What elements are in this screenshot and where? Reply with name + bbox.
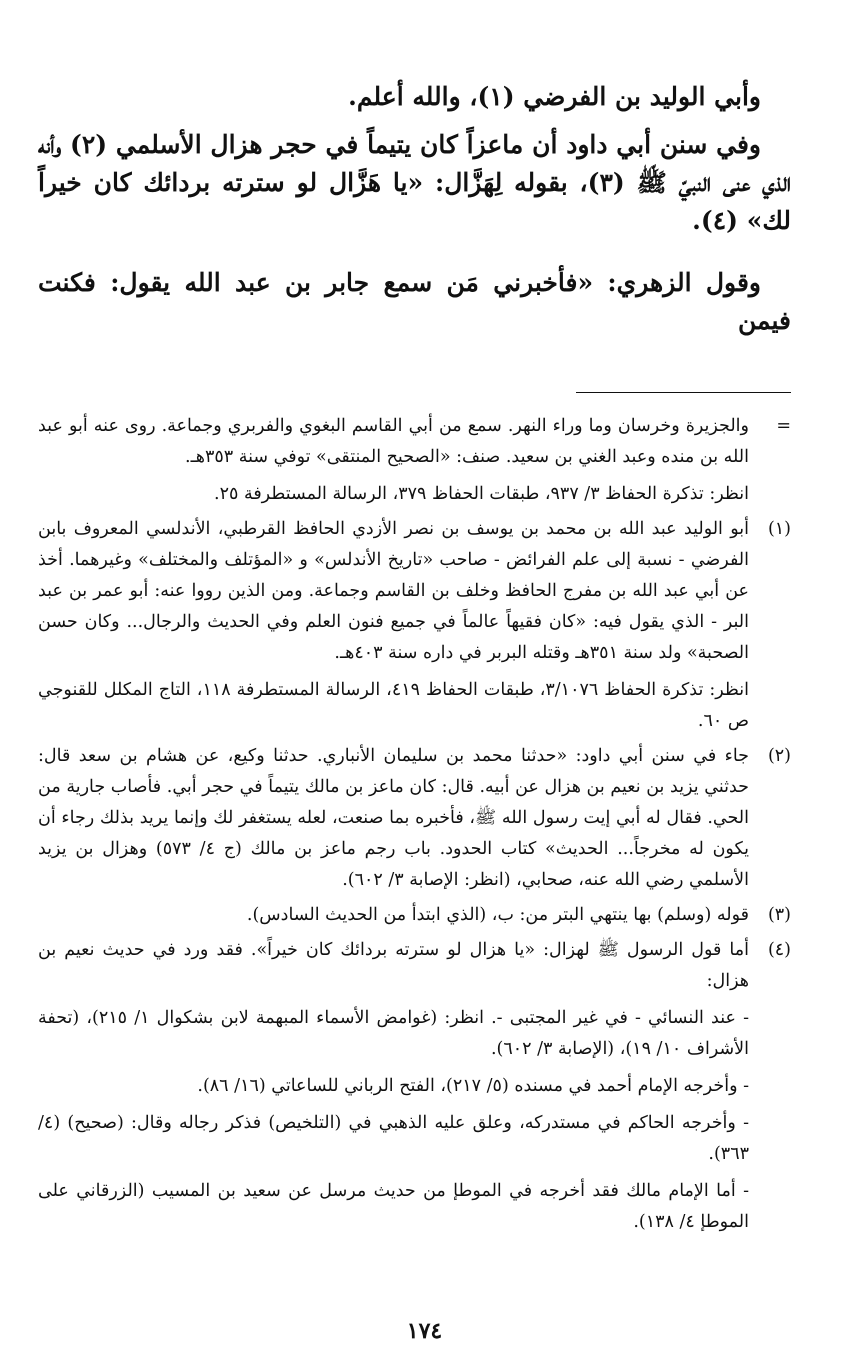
footnote-marker: (٤) bbox=[767, 940, 791, 960]
footnote-3 bbox=[38, 900, 791, 931]
page bbox=[38, 78, 791, 1242]
footnote-2 bbox=[38, 741, 791, 896]
footnote-paragraph: أما قول الرسول ﷺ لهزال: «يا هزال لو سترته بردائك كان خيراً». فقد ورد في حديث نعيم بن هزال: bbox=[38, 940, 749, 991]
footnote-paragraph: - وأخرجه الحاكم في مستدركه، وعلق عليه الذهبي في (التلخيص) فذكر رجاله وقال: (صحيح) (٤/ ٣٦٣). bbox=[38, 1113, 749, 1164]
footnote-body bbox=[38, 741, 749, 896]
footnote-marker: (٣) bbox=[767, 905, 791, 925]
footnote-4 bbox=[38, 935, 791, 1238]
page-number: ١٧٤ bbox=[406, 1318, 443, 1344]
main-paragraph: وفي سنن أبي داود أن ماعزاً كان يتيماً في حجر هزال الأسلمي (٢) وأنه الذي عنى النبيّ ﷺ (٣)، بقوله لِهَزَّال: «يا هَزَّال لو سترته بردائك كان خيراً لك» (٤). bbox=[38, 130, 791, 235]
main-paragraph: وقول الزهري: «فأخبرني مَن سمع جابر بن عبد الله يقول: فكنت فيمن bbox=[38, 268, 791, 335]
footnotes bbox=[38, 411, 791, 1238]
footnote-body bbox=[38, 900, 749, 931]
footnote-divider bbox=[576, 392, 791, 393]
footnote-body bbox=[38, 935, 749, 1238]
footnote-paragraph: قوله (وسلم) بها ينتهي البتر من: ب، (الذي ابتدأ من الحديث السادس). bbox=[246, 905, 749, 925]
footnote-paragraph: أبو الوليد عبد الله بن محمد بن يوسف بن نصر الأزدي الحافظ القرطبي، الأندلسي المعروف بابن الفرضي - نسبة إلى علم الفرائض - صاحب «تاريخ الأندلس» و «المؤتلف والمختلف» وغيرهما. أخذ عن أبي عبد الله بن مفرج الحافظ وخلف بن القاسم وجماعة. ومن الذين رووا عنه: أبو عمر بن عبد البر - الذي يقول فيه: «كان فقيهاً عالماً في جميع فنون العلم وفي الحديث والرجال... وكان حسن الصحبة» ولد سنة ٣٥١هـ وقتله البربر في داره سنة ٤٠٣هـ. bbox=[38, 519, 749, 663]
footnote-paragraph: جاء في سنن أبي داود: «حدثنا محمد بن سليمان الأنباري. حدثنا وكيع، عن هشام بن سعد قال: حدثني يزيد بن نعيم بن هزال عن أبيه. قال: كان ماعز بن مالك يتيماً في حجر أبي. فأصاب جارية من الحي. فقال له أبي إيت رسول الله ﷺ، فأخبره بما صنعت، لعله يستغفر لك وإنما يريد بذلك رجاء أن يكون له مخرجاً... الحديث» كتاب الحدود. باب رجم ماعز بن مالك (ج ٤/ ٥٧٣) وهزال بن يزيد الأسلمي رضي الله عنه، صحابي، (انظر: الإصابة ٣/ ٦٠٢). bbox=[38, 746, 749, 890]
footnote-paragraph: والجزيرة وخرسان وما وراء النهر. سمع من أبي القاسم البغوي والفربري وجماعة. روى عنه أبو عبد الله بن منده وعبد الغني بن سعيد. صنف: «الصحيح المنتقى» توفي سنة ٣٥٣هـ. bbox=[38, 416, 749, 467]
footnote-paragraph: - عند النسائي - في غير المجتبى -. انظر: (غوامض الأسماء المبهمة لابن بشكوال ١/ ٢١٥)، (تحفة الأشراف ١٠/ ١٩)، (الإصابة ٣/ ٦٠٢). bbox=[38, 1008, 749, 1059]
footnote-paragraph: - أما الإمام مالك فقد أخرجه في الموطإ من حديث مرسل عن سعيد بن المسيب (الزرقاني على الموطإ ٤/ ١٣٨). bbox=[38, 1181, 749, 1232]
footnote-body bbox=[38, 514, 749, 737]
footnote-marker: (٢) bbox=[767, 746, 791, 766]
footnote-paragraph: انظر: تذكرة الحفاظ ٣/ ٩٣٧، طبقات الحفاظ ٣٧٩، الرسالة المستطرفة ٢٥. bbox=[213, 484, 749, 504]
footnote-continuation bbox=[38, 411, 791, 510]
main-paragraph: وأبي الوليد بن الفرضي (١)، والله أعلم. bbox=[348, 82, 761, 111]
main-text bbox=[38, 78, 791, 340]
footnote-marker: = bbox=[776, 416, 791, 436]
footnote-paragraph: - وأخرجه الإمام أحمد في مسنده (٥/ ٢١٧)، الفتح الرباني للساعاتي (١٦/ ٨٦). bbox=[197, 1076, 749, 1096]
footnote-marker: (١) bbox=[767, 519, 791, 539]
footnote-1 bbox=[38, 514, 791, 737]
footnote-body bbox=[38, 411, 749, 510]
footnote-paragraph: انظر: تذكرة الحفاظ ٣/١٠٧٦، طبقات الحفاظ ٤١٩، الرسالة المستطرفة ١١٨، التاج المكلل للقنوجي ص ٦٠. bbox=[38, 680, 749, 731]
